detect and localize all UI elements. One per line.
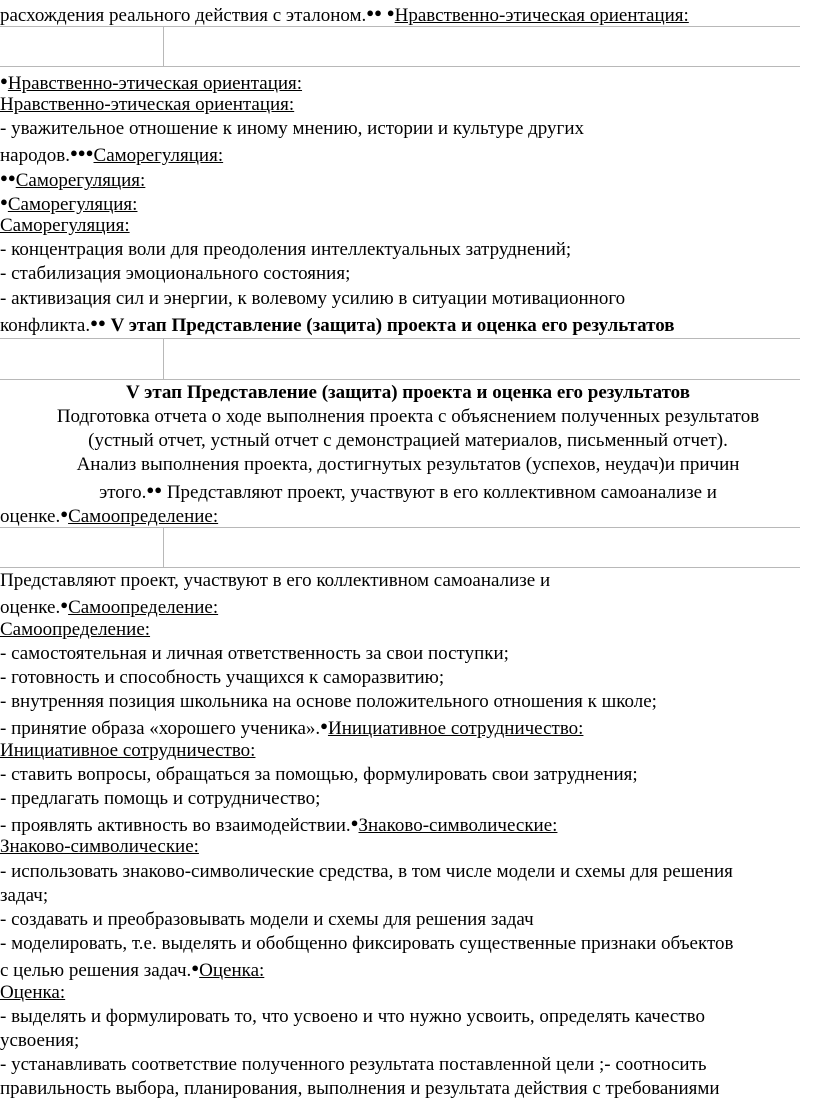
section-heading: Саморегуляция: [0, 215, 130, 236]
text-line: - моделировать, т.е. выделять и обобщенно фиксировать существенные признаки объектов [0, 933, 734, 954]
bullet-dots: ●● [366, 5, 383, 20]
text-line: правильность выбора, планирования, выполнения и результата действия с требованиями [0, 1078, 720, 1099]
text-line: Представляют проект, участвуют в его коллективном самоанализе и [0, 570, 551, 591]
table-cell-divider [163, 527, 164, 567]
bullet-dots: ●● [0, 170, 16, 185]
section-heading: Нравственно-этическая ориентация: [0, 94, 295, 115]
text-line: - самостоятельная и личная ответственность за свои поступки; [0, 643, 509, 664]
text-line [0, 739, 255, 763]
text-fragment: - принятие образа «хорошего ученика». [0, 718, 321, 739]
table-border-bottom [0, 66, 800, 67]
text-line [0, 593, 218, 620]
table-cell-divider [163, 26, 164, 66]
text-line: - создавать и преобразовывать модели и схемы для решения задач [0, 909, 534, 930]
table-border-top [0, 338, 800, 339]
text-fragment: конфликта. [0, 315, 91, 336]
text-fragment: с целью решения задач. [0, 960, 192, 981]
text-line [0, 93, 294, 117]
text-line: задач; [0, 885, 49, 906]
text-fragment: - проявлять активность во взаимодействии. [0, 815, 351, 836]
section-heading: Инициативное сотрудничество: [0, 740, 256, 761]
text-line: Подготовка отчета о ходе выполнения проекта с объяснением полученных результатов [56, 406, 760, 427]
text-line: - выделять и формулировать то, что усвоено и что нужно усвоить, определять качество [0, 1006, 705, 1027]
section-link[interactable]: Оценка: [199, 960, 265, 981]
text-fragment: народов. [0, 145, 70, 166]
bullet-dot: ● [0, 73, 8, 88]
text-line: усвоения; [0, 1030, 80, 1051]
stage-title: V этап Представление (защита) проекта и оценка его результатов [126, 382, 690, 403]
bullet-dot: ● [386, 5, 395, 20]
text-line: - внутренняя позиция школьника на основе положительного отношения к школе; [0, 691, 657, 712]
text-line: - предлагать помощь и сотрудничество; [0, 788, 321, 809]
text-line [0, 714, 583, 741]
text-line: - ставить вопросы, обращаться за помощью, формулировать свои затруднения; [0, 764, 638, 785]
text-line [0, 502, 218, 529]
table-border-top [0, 527, 800, 528]
bullet-dot: ● [60, 506, 69, 521]
bullet-dot: ● [350, 815, 359, 830]
text-line [0, 214, 130, 238]
table-border-bottom [0, 379, 800, 380]
table-border-top [0, 26, 800, 27]
text-line: - уважительное отношение к иному мнению, истории и культуре других [0, 118, 584, 139]
section-heading: Самоопределение: [0, 619, 151, 640]
text-fragment: оценке. [0, 506, 61, 527]
text-line: - активизация сил и энергии, к волевому усилию в ситуации мотивационного [0, 288, 626, 309]
stage-heading: V этап Представление (защита) проекта и оценка его результатов [105, 315, 675, 336]
text-line: (устный отчет, устный отчет с демонстрацией материалов, письменный отчет). [88, 430, 728, 451]
section-heading: Оценка: [0, 982, 66, 1003]
text-line [0, 311, 675, 338]
text-line [0, 956, 264, 983]
section-link[interactable]: Самоопределение: [68, 597, 219, 618]
section-heading: Знаково-символические: [0, 836, 199, 857]
bullet-dots: ●● [90, 315, 106, 330]
section-link[interactable]: Знаково-символические: [358, 815, 558, 836]
section-link[interactable]: Нравственно-этическая ориентация: [7, 73, 303, 94]
text-line: - концентрация воли для преодоления интеллектуальных затруднений; [0, 239, 572, 260]
text-line [0, 141, 223, 168]
bullet-dot: ● [320, 718, 328, 733]
text-line [0, 1, 689, 28]
section-link[interactable]: Нравственно-этическая ориентация: [394, 5, 689, 26]
section-link[interactable]: Саморегуляция: [15, 170, 146, 191]
section-link[interactable]: Самоопределение: [68, 506, 219, 527]
text-line [0, 618, 150, 642]
text-line: - использовать знаково-символические средства, в том числе модели и схемы для решения [0, 861, 733, 882]
bullet-dots: ●● [146, 482, 163, 497]
text-fragment: этого. [99, 482, 147, 503]
bullet-dots: ●●● [69, 145, 94, 160]
bullet-dot: ● [191, 960, 200, 975]
text-fragment: оценке. [0, 597, 61, 618]
text-line: - готовность и способность учащихся к саморазвитию; [0, 667, 445, 688]
text-line [0, 835, 199, 859]
section-link[interactable]: Саморегуляция: [93, 145, 224, 166]
section-link[interactable]: Инициативное сотрудничество: [327, 718, 584, 739]
text-line: - стабилизация эмоционального состояния; [0, 263, 351, 284]
section-link[interactable]: Саморегуляция: [7, 194, 138, 215]
bullet-dot: ● [60, 597, 69, 612]
text-fragment: Представляют проект, участвуют в его коллективном самоанализе и [162, 482, 717, 503]
text-line: - устанавливать соответствие полученного результата поставленной цели ;- соотносить [0, 1054, 707, 1075]
bullet-dot: ● [0, 194, 8, 209]
table-cell-divider [163, 338, 164, 379]
table-border-bottom [0, 567, 800, 568]
text-line [0, 981, 65, 1005]
text-line: Анализ выполнения проекта, достигнутых результатов (успехов, неудач)и причин [76, 454, 740, 475]
text-fragment: расхождения реального действия с эталоном. [0, 5, 367, 26]
